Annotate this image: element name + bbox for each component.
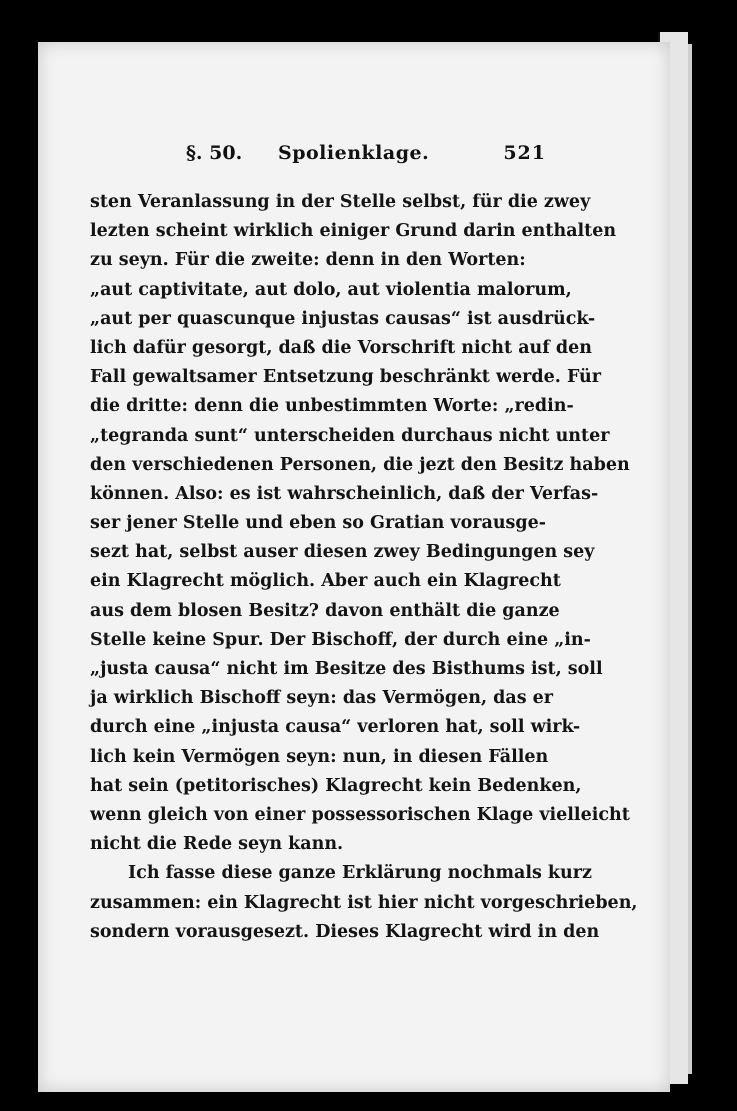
text-line: Stelle keine Spur. Der Bischoff, der durch eine „in- — [90, 629, 591, 650]
running-header — [186, 142, 546, 172]
text-line: wenn gleich von einer possessorischen Klage vielleicht — [90, 804, 630, 825]
text-line: zusammen: ein Klagrecht ist hier nicht vorgeschrieben, — [90, 892, 638, 913]
text-line: ja wirklich Bischoff seyn: das Vermögen, das er — [90, 688, 554, 709]
text-line: „justa causa“ nicht im Besitze des Bisthums ist, soll — [90, 659, 603, 679]
page-number: 521 — [503, 142, 546, 164]
text-line: sondern vorausgesezt. Dieses Klagrecht wird in den — [90, 921, 600, 942]
text-line: aus dem blosen Besitz? davon enthält die ganze — [90, 600, 560, 621]
text-line: ser jener Stelle und eben so Gratian vorausge- — [90, 513, 547, 534]
text-line: lezten scheint wirklich einiger Grund darin enthalten — [90, 221, 617, 242]
text-line: lich kein Vermögen seyn: nun, in diesen Fällen — [90, 746, 549, 767]
running-title: Spolienklage. — [278, 142, 430, 164]
text-line: „aut per quascunque injustas causas“ ist ausdrück- — [90, 308, 596, 329]
text-line: sten Veranlassung in der Stelle selbst, für die zwey — [90, 192, 591, 212]
text-line: nicht die Rede seyn kann. — [90, 834, 344, 855]
text-line: sezt hat, selbst auser diesen zwey Bedingungen sey — [90, 542, 595, 563]
text-line: zu seyn. Für die zweite: denn in den Worten: — [90, 250, 526, 271]
text-line: hat sein (petitorisches) Klagrecht kein Bedenken, — [90, 775, 582, 796]
text-line: die dritte: denn die unbestimmten Worte: „redin- — [90, 396, 574, 417]
text-line: „aut captivitate, aut dolo, aut violentia malorum, — [90, 279, 572, 300]
text-line: Fall gewaltsamer Entsetzung beschränkt werde. Für — [90, 367, 602, 388]
text-line: den verschiedenen Personen, die jezt den Besitz haben — [90, 454, 630, 475]
text-line: Ich fasse diese ganze Erklärung nochmals kurz — [128, 863, 592, 884]
text-line: lich dafür gesorgt, daß die Vorschrift nicht auf den — [90, 337, 592, 358]
text-line: ein Klagrecht möglich. Aber auch ein Klagrecht — [90, 571, 561, 592]
text-line: können. Also: es ist wahrscheinlich, daß der Verfas- — [90, 483, 599, 504]
body-text — [90, 188, 638, 947]
text-line: durch eine „injusta causa“ verloren hat, soll wirk- — [90, 717, 581, 738]
text-line: „tegranda sunt“ unterscheiden durchaus nicht unter — [90, 425, 610, 446]
section-number: §. 50. — [186, 142, 243, 164]
